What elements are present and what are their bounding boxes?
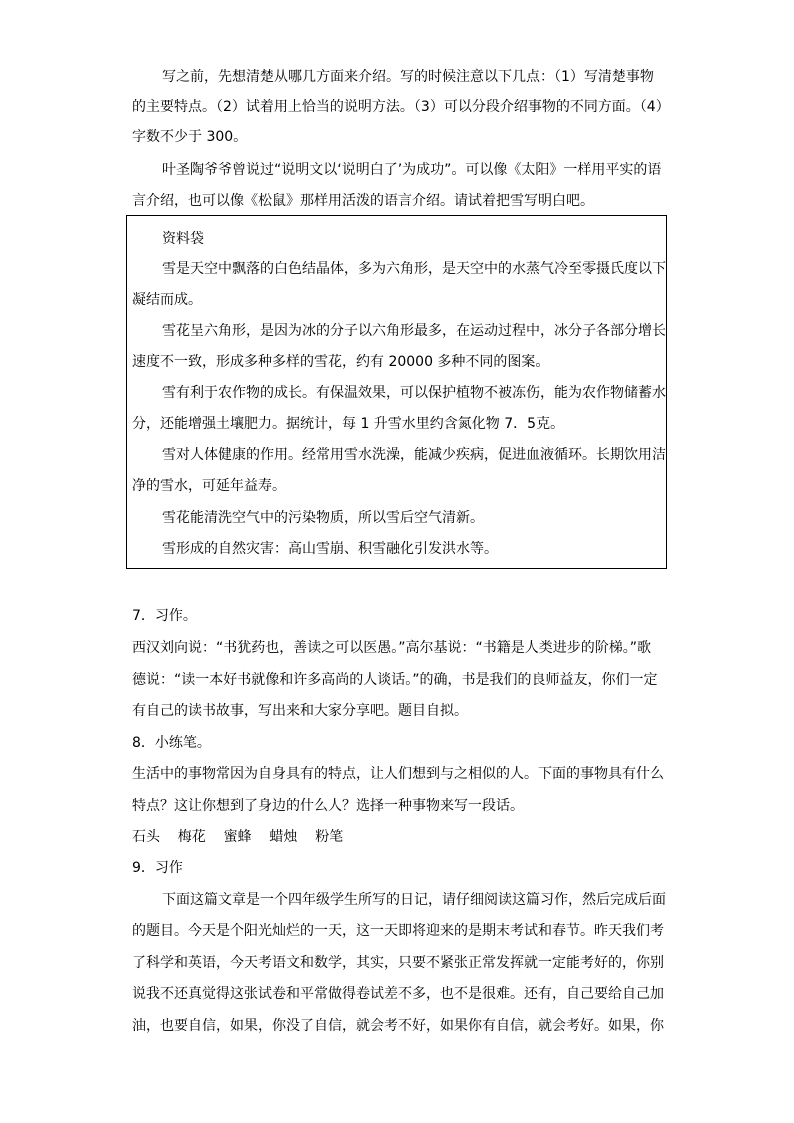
intro-line-3: 字数不少于 300。 [132, 129, 248, 145]
info-line-6: 分，还能增强土壤肥力。据统计，每 1 升雪水里约含氮化物 7．5克。 [132, 416, 565, 432]
info-line-4: 速度不一致，形成多种多样的雪花，约有 20000 多种不同的图案。 [132, 354, 550, 370]
q9-line-3: 了科学和英语，今天考语文和数学，其实，只要不紧张正常发挥就一定能考好的，你别 [132, 955, 664, 971]
info-line-1: 雪是天空中飘落的白色结晶体，多为六角形，是天空中的水蒸气冷至零摄氏度以下 [162, 261, 666, 277]
info-line-7: 雪对人体健康的作用。经常用雪水洗澡，能减少疾病，促进血液循环。长期饮用洁 [162, 447, 666, 463]
info-line-9: 雪花能清洗空气中的污染物质，所以雪后空气清新。 [162, 510, 484, 526]
q7-heading: 7．习作。 [132, 608, 197, 624]
q8-line-2: 特点？这让你想到了身边的什么人？选择一种事物来写一段话。 [132, 798, 524, 814]
info-line-5: 雪有利于农作物的成长。有保温效果，可以保护植物不被冻伤，能为农作物储蓄水 [162, 385, 666, 401]
intro-line-1: 写之前，先想清楚从哪几方面来介绍。写的时候注意以下几点：（1）写清楚事物 [162, 69, 654, 85]
q7-line-1: 西汉刘向说：“书犹药也，善读之可以医愚。”高尔基说：“书籍是人类进步的阶梯。”歌 [132, 640, 652, 656]
q9-line-2: 的题目。今天是个阳光灿烂的一天，这一天即将迎来的是期末考试和春节。昨天我们考 [132, 923, 664, 939]
q7-line-2: 德说：“读一本好书就像和许多高尚的人谈话。”的确，书是我们的良师益友，你们一定 [132, 672, 658, 688]
intro-line-2: 的主要特点。（2）试着用上恰当的说明方法。（3）可以分段介绍事物的不同方面。（4） [132, 99, 670, 115]
info-line-8: 净的雪水，可延年益寿。 [132, 478, 286, 494]
q9-line-5: 油，也要自信，如果，你没了自信，就会考不好，如果你有自信，就会考好。如果，你 [132, 1018, 664, 1034]
q7-line-3: 有自己的读书故事，写出来和大家分享吧。题目自拟。 [132, 703, 468, 719]
q8-heading: 8．小练笔。 [132, 735, 211, 751]
q9-line-4: 说我不还真觉得这张试卷和平常做得卷试差不多，也不是很难。还有，自己要给自己加 [132, 986, 664, 1002]
intro-line-5: 言介绍，也可以像《松鼠》那样用活泼的语言介绍。请试着把雪写明白吧。 [132, 193, 594, 209]
q9-heading: 9．习作 [132, 860, 183, 876]
info-box-title: 资料袋 [162, 231, 204, 247]
q8-line-1: 生活中的事物常因为自身具有的特点，让人们想到与之相似的人。下面的事物具有什么 [132, 766, 664, 782]
info-line-3: 雪花呈六角形，是因为冰的分子以六角形最多，在运动过程中，冰分子各部分增长 [162, 323, 666, 339]
q9-line-1: 下面这篇文章是一个四年级学生所写的日记，请仔细阅读这篇习作，然后完成后面 [162, 892, 666, 908]
info-line-2: 凝结而成。 [132, 292, 202, 308]
intro-line-4: 叶圣陶爷爷曾说过“说明文以‘说明白了’为成功”。可以像《太阳》一样用平实的语 [162, 162, 662, 178]
q8-items: 石头 梅花 蜜蜂 蜡烛 粉笔 [132, 829, 344, 845]
info-line-10: 雪形成的自然灾害：高山雪崩、积雪融化引发洪水等。 [162, 541, 498, 557]
